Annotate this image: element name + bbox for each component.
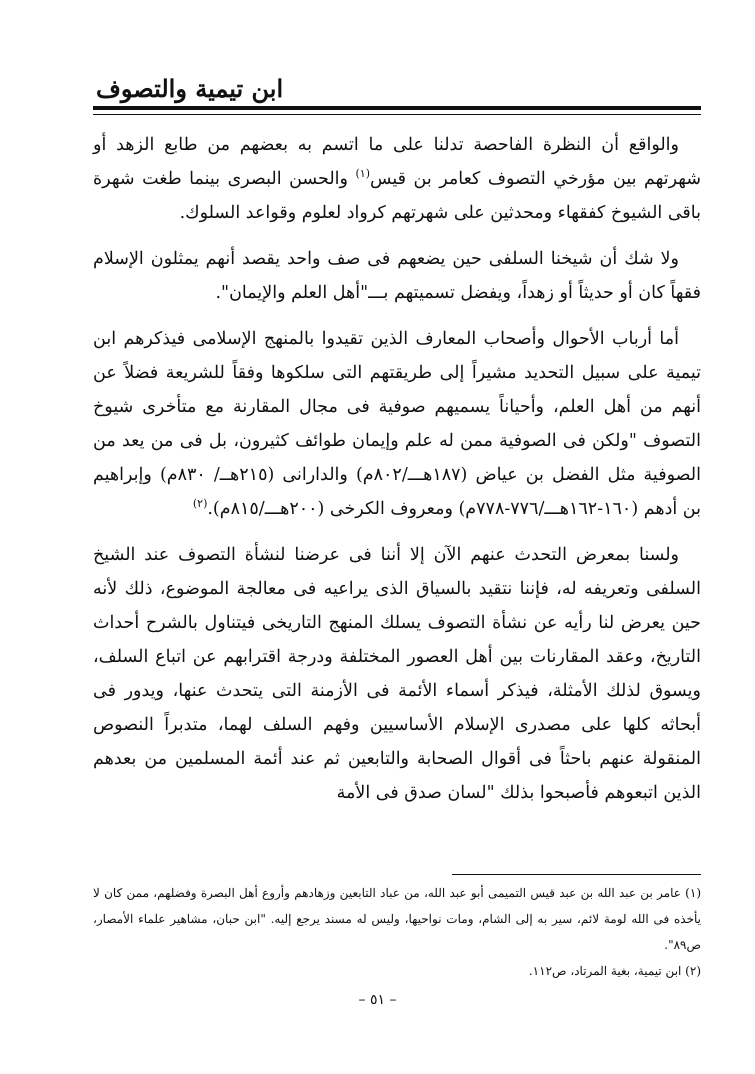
- footnote-1: (١) عامر بن عبد الله بن عبد قيس التميمى أبو عبد الله، من عباد التابعين وزهادهم وأروع أهل البصرة وفضلهم، ممن كان لا يأخذه فى الله لومة لائم، سير به إلى الشام، ومات نواحيها، وليس له مسند يرجع إليه. "ابن حبان، مشاهير علماء الأمصار، ص٨٩".: [93, 886, 701, 952]
- paragraph-3-text: أما أرباب الأحوال وأصحاب المعارف الذين تقيدوا بالمنهج الإسلامى فيذكرهم ابن تيمية على سبيل التحديد مشيراً إلى طريقتهم التى سلكوها وفقاً للشريعة فضلاً عن أنهم من أهل العلم، وأحياناً يسميهم صوفية فى مجال المقارنة مع متأخرى شيوخ التصوف "ولكن فى الصوفية ممن له علم وإيمان طوائف كثيرون، بل فى من يعد من الصوفية مثل الفضل بن عياض (١٨٧هـــ/٨٠٢م) والدارانى (٢١٥هــ/ ٨٣٠م) وإبراهيم بن أدهم (١٦٠-١٦٢هـــ/٧٧٦-٧٧٨م) ومعروف الكرخى (٢٠٠هـــ/٨١٥م).: [93, 329, 701, 519]
- paragraph-4: ولسنا بمعرض التحدث عنهم الآن إلا أننا فى عرضنا لنشأة التصوف عند الشيخ السلفى وتعريفه له، فإننا نتقيد بالسياق الذى يراعيه فى معالجة الموضوع، ذلك لأنه حين يعرض لنا رأيه عن نشأة التصوف يسلك المنهج التاريخى فيتناول بالشرح أحداث التاريخ، وعقد المقارنات بين أهل العصور المختلفة ودرجة اقترابهم عن اتباع السلف، ويسوق لذلك الأمثلة، فيذكر أسماء الأئمة فى الأزمنة التى يتحدث عنها، ويدور فى أبحاثه كلها على مصدرى الإسلام الأساسيين وفهم السلف لهما، متدبراً النصوص المنقولة عنهم باحثاً فى أقوال الصحابة والتابعين ثم عند أئمة المسلمين من بعدهم الذين اتبعوهم فأصبحوا بذلك "لسان صدق فى الأمة: [93, 545, 701, 803]
- footnote-separator: [452, 874, 701, 875]
- footnote-2: (٢) ابن تيمية، بغية المرتاد، ص١١٢.: [528, 964, 701, 978]
- paragraph-1-text: والواقع أن النظرة الفاحصة تدلنا على ما اتسم به بعضهم من طابع الزهد أو شهرتهم بين مؤرخي التصوف كعامر بن قيس: [93, 135, 701, 189]
- paragraph-3: [93, 322, 701, 526]
- main-text: [93, 128, 701, 810]
- header-rule-thin: [93, 114, 701, 115]
- paragraph-2: ولا شك أن شيخنا السلفى حين يضعهم فى صف واحد يقصد أنهم يمثلون الإسلام فقهاً كان أو حديثاً أو زهداً، ويفضل تسميتهم بـــ"أهل العلم والإيمان".: [93, 249, 701, 303]
- page-number: – ٥١ –: [358, 992, 397, 1008]
- header-rule-thick: [93, 106, 701, 110]
- paragraph-1-continuation: والحسن البصرى بينما طغت شهرة باقى الشيوخ كفقهاء ومحدثين على شهرتهم كرواد لعلوم وقواعد السلوك.: [93, 169, 701, 223]
- footnotes: [93, 880, 701, 984]
- running-header-title: ابن تيمية والتصوف: [96, 74, 284, 103]
- footnote-ref-2: (٢): [192, 497, 208, 511]
- footnote-ref-1: (١): [355, 167, 371, 181]
- paragraph-1: [93, 128, 701, 230]
